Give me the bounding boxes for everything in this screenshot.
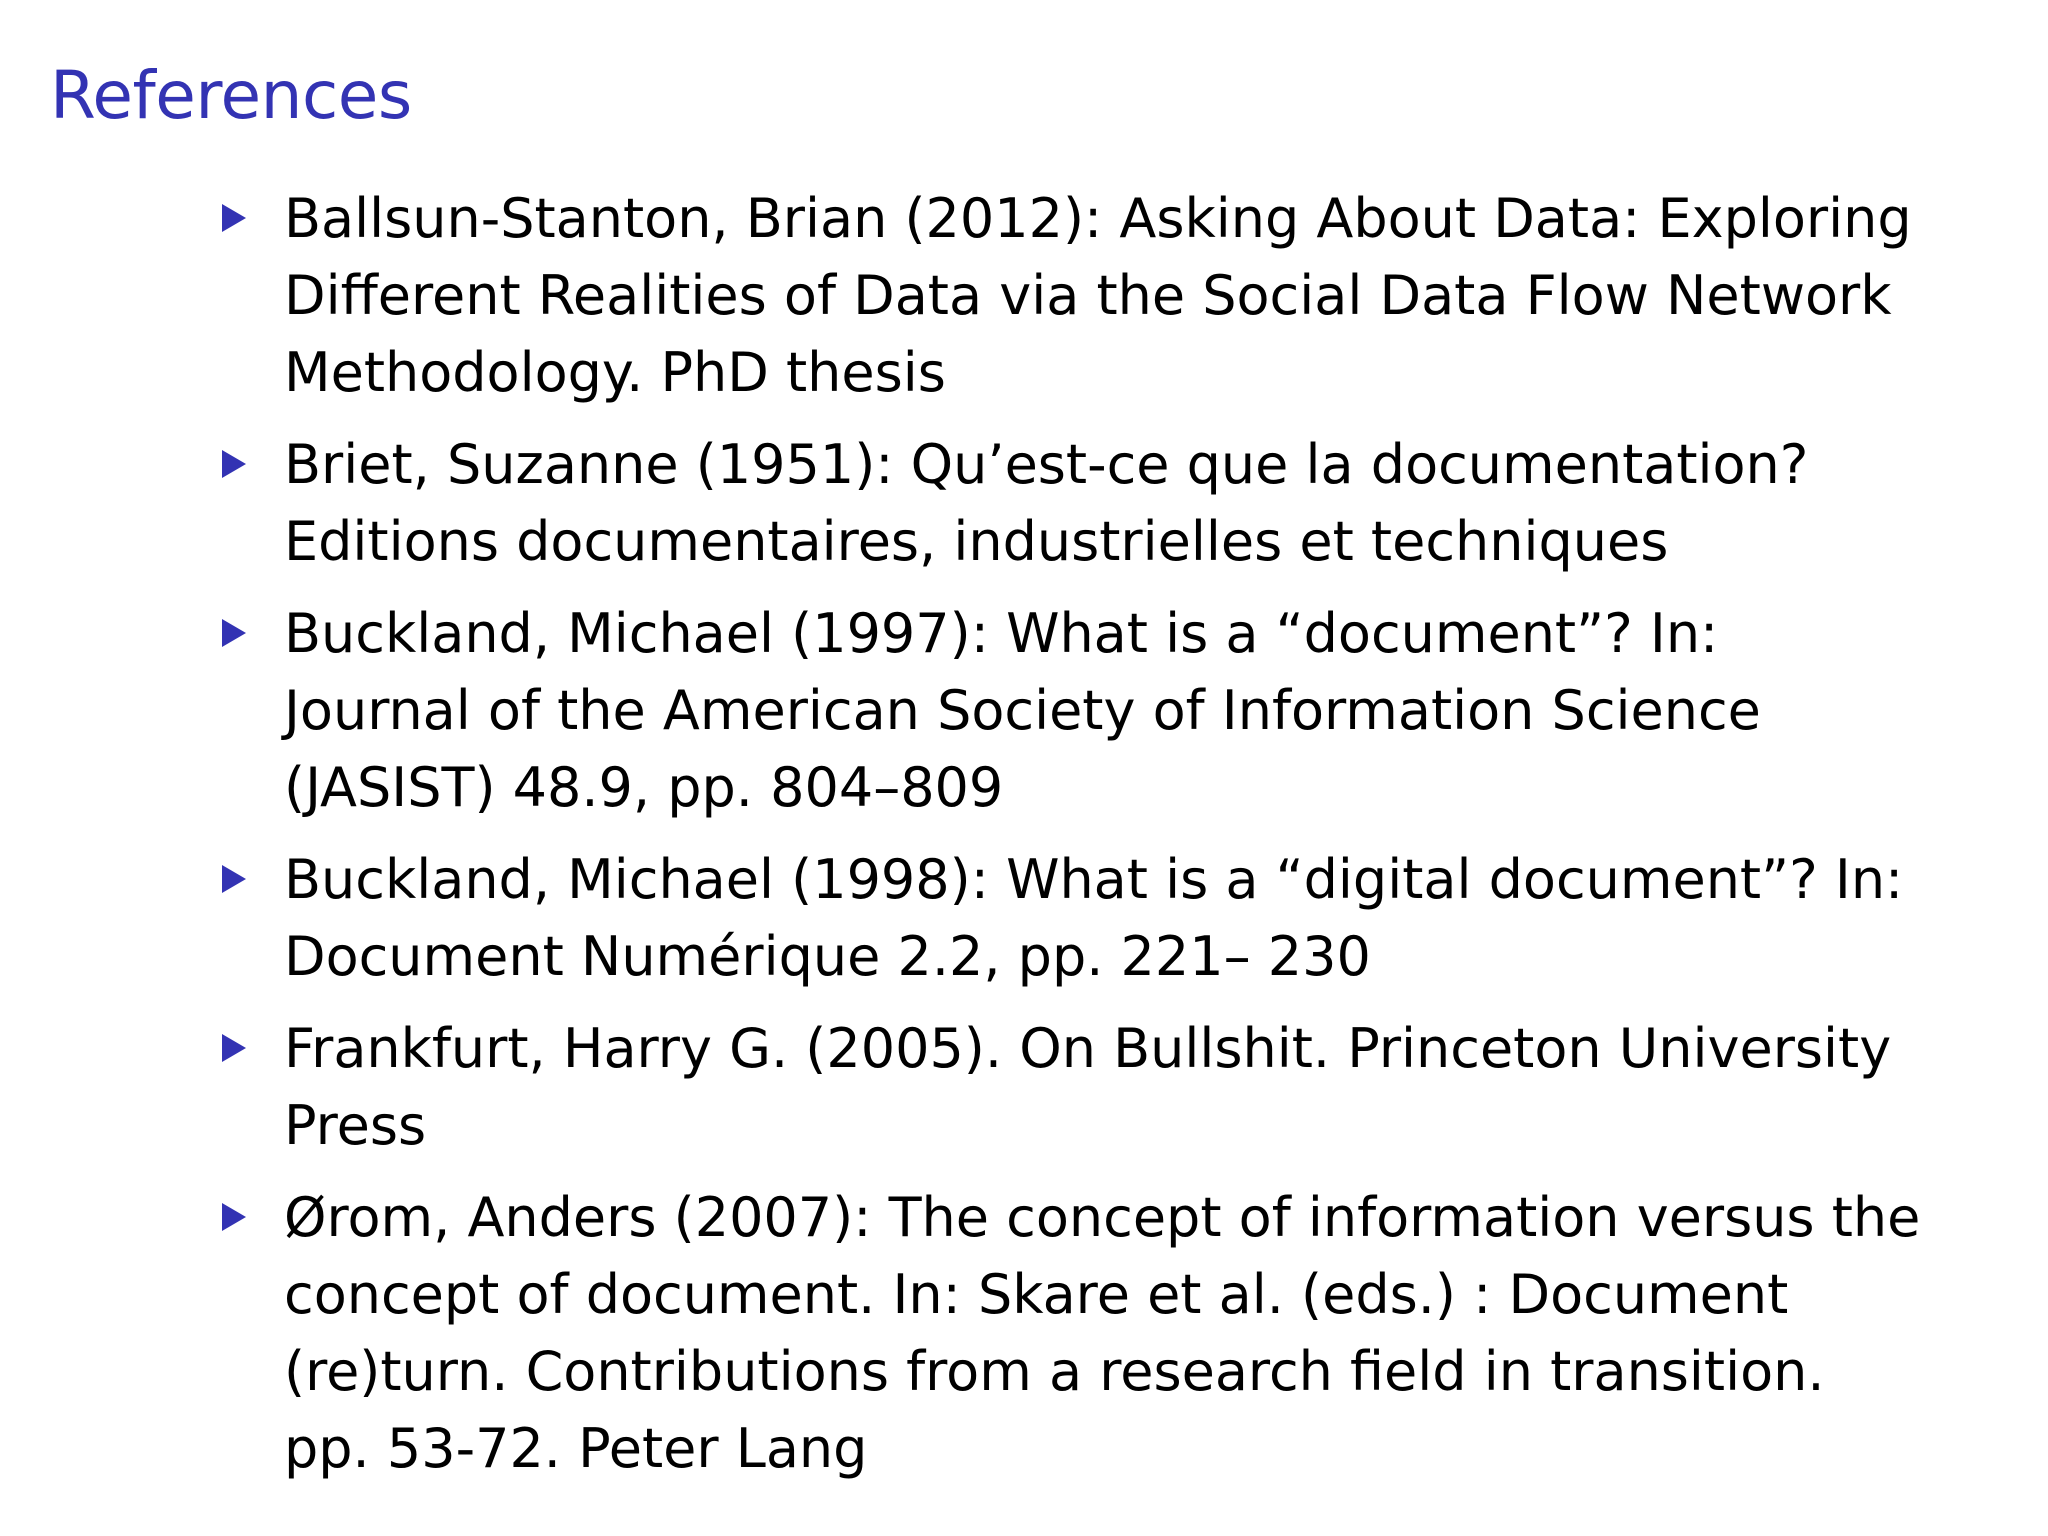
reference-line: pp. 53-72. Peter Lang bbox=[284, 1417, 868, 1480]
triangle-bullet-icon bbox=[222, 619, 246, 647]
reference-line: (JASIST) 48.9, pp. 804–809 bbox=[284, 756, 1004, 819]
reference-item bbox=[218, 841, 1918, 995]
reference-item bbox=[218, 426, 1918, 580]
triangle-bullet-icon bbox=[222, 204, 246, 232]
reference-line: Press bbox=[284, 1094, 427, 1157]
triangle-bullet-icon bbox=[222, 1034, 246, 1062]
triangle-bullet-icon bbox=[222, 1203, 246, 1231]
reference-line: concept of document. In: Skare et al. (eds.) : Document bbox=[284, 1263, 1789, 1326]
reference-line: Document Numérique 2.2, pp. 221– 230 bbox=[284, 925, 1371, 988]
reference-item bbox=[218, 1010, 1918, 1164]
reference-line: Ørom, Anders (2007): The concept of information versus the bbox=[284, 1186, 1921, 1249]
reference-line: Journal of the American Society of Information Science bbox=[284, 679, 1761, 742]
reference-line: Different Realities of Data via the Social Data Flow Network bbox=[284, 264, 1892, 327]
reference-line: Briet, Suzanne (1951): Qu’est-ce que la documentation? bbox=[284, 433, 1809, 496]
reference-item bbox=[218, 595, 1918, 826]
reference-list bbox=[218, 180, 1921, 1502]
reference-item bbox=[218, 1179, 1921, 1487]
reference-line: Methodology. PhD thesis bbox=[284, 341, 946, 404]
reference-line: Buckland, Michael (1997): What is a “document”? In: bbox=[284, 602, 1719, 665]
triangle-bullet-icon bbox=[222, 865, 246, 893]
slide-title: References bbox=[50, 57, 412, 134]
reference-line: Editions documentaires, industrielles et techniques bbox=[284, 510, 1669, 573]
triangle-bullet-icon bbox=[222, 450, 246, 478]
reference-item bbox=[218, 180, 1918, 411]
reference-line: Ballsun-Stanton, Brian (2012): Asking About Data: Exploring bbox=[284, 187, 1912, 250]
reference-line: Frankfurt, Harry G. (2005). On Bullshit. Princeton University bbox=[284, 1017, 1892, 1080]
reference-line: Buckland, Michael (1998): What is a “digital document”? In: bbox=[284, 848, 1904, 911]
reference-line: (re)turn. Contributions from a research field in transition. bbox=[284, 1340, 1825, 1403]
